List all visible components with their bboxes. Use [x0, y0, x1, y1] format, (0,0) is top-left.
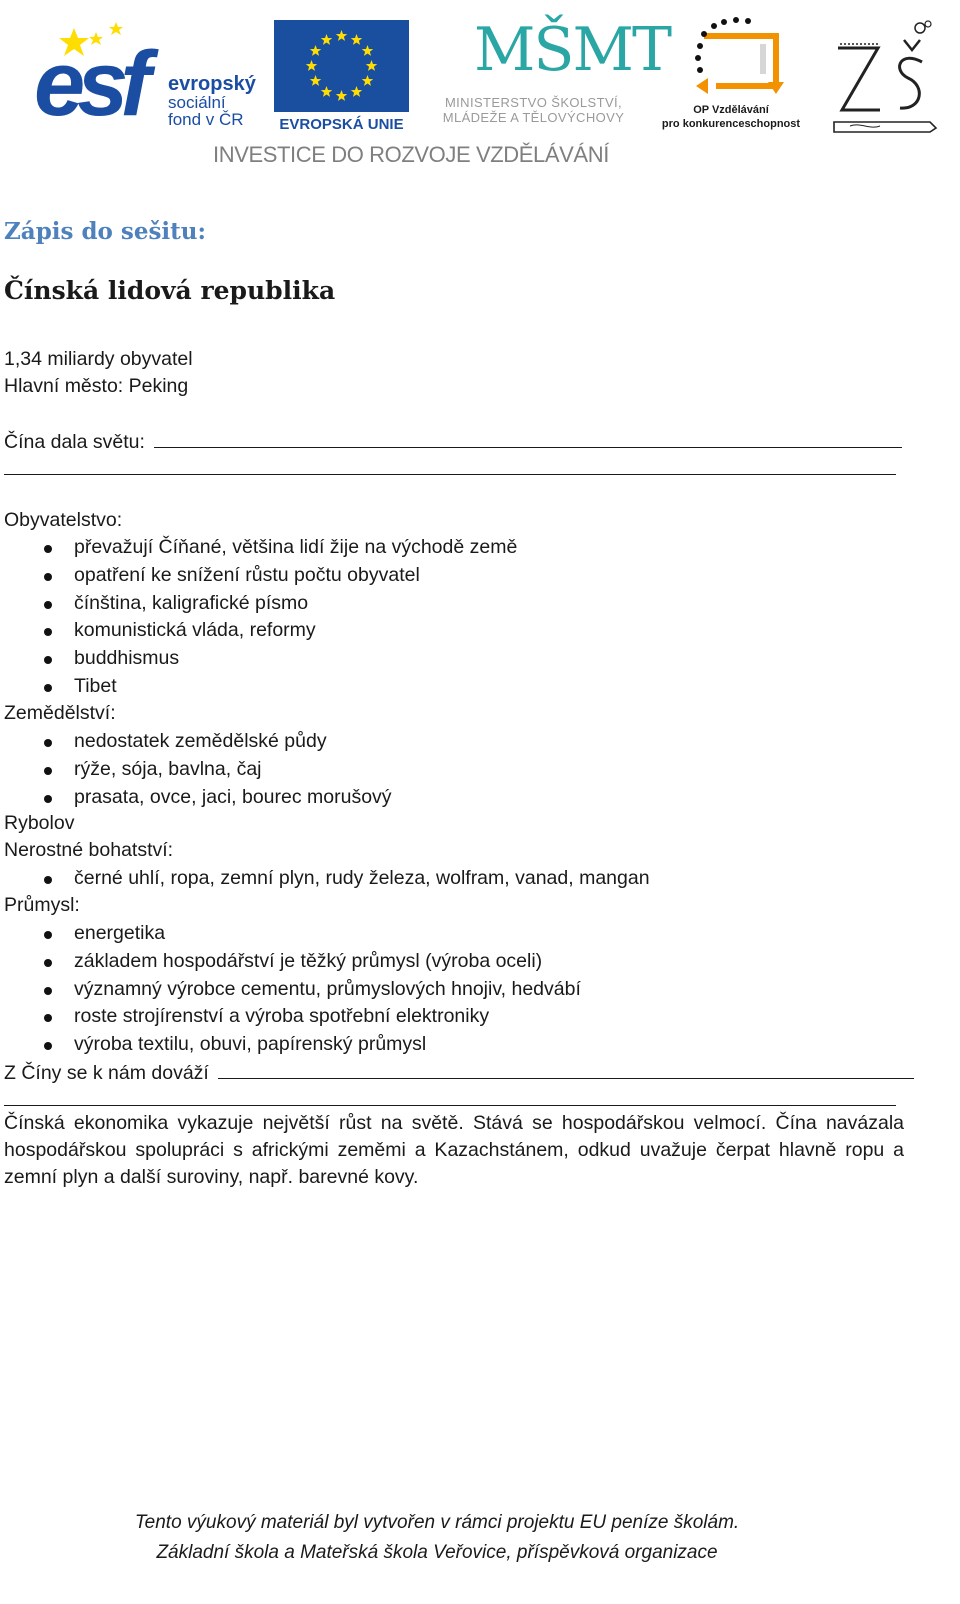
op-caption-line-2: pro konkurenceschopnost: [661, 117, 801, 130]
msmt-logo-icon: [416, 15, 670, 136]
list-item: opatření ke snížení růstu počtu obyvatel: [4, 562, 517, 590]
imports-line: [4, 1058, 914, 1087]
gave-world-label: Čína dala světu:: [4, 431, 145, 453]
zemedelstvi-list: [4, 728, 392, 811]
esf-logo-text: [168, 74, 256, 128]
school-logo-icon: [830, 18, 940, 136]
msmt-caption-line-1: MINISTERSTVO ŠKOLSTVÍ,: [444, 95, 623, 110]
imports-blank-line: [4, 1105, 896, 1106]
header-logo-strip: [30, 10, 940, 180]
footer-line-1: Tento výukový materiál byl vytvořen v rámci projektu EU peníze školám.: [134, 1512, 740, 1533]
list-item: Tibet: [4, 673, 517, 701]
msmt-caption: [416, 96, 651, 126]
list-item: výroba textilu, obuvi, papírenský průmysl: [4, 1031, 581, 1059]
imports-label: Z Číny se k nám dováží: [4, 1062, 209, 1084]
bullet-icon: [44, 795, 52, 803]
list-item: významný výrobce cementu, průmyslových hnojiv, hedvábí: [4, 976, 581, 1004]
nerostne-list: [4, 865, 650, 893]
eu-flag-icon: [274, 20, 409, 138]
prumysl-list: [4, 920, 581, 1059]
economy-paragraph: Čínská ekonomika vykazuje největší růst na světě. Stává se hospodářskou velmocí. Čína navázala hospodářskou spolupráci s africkými zeměmi a Kazachstánem, odkud uvažuje čerpat hlavně ropu a zemní plyn a další suroviny, např. barevné kovy.: [4, 1112, 904, 1188]
op-vk-logo-icon: [656, 16, 806, 136]
bullet-icon: [44, 684, 52, 692]
list-item: nedostatek zemědělské půdy: [4, 728, 392, 756]
rybolov-label: Rybolov: [4, 812, 75, 834]
bullet-icon: [44, 628, 52, 636]
list-item: černé uhlí, ropa, zemní plyn, rudy železa, wolfram, vanad, mangan: [4, 865, 650, 893]
esf-line-1: evropský: [168, 73, 256, 95]
section-heading: Zápis do sešitu:: [4, 218, 207, 245]
header-tagline: INVESTICE DO ROZVOJE VZDĚLÁVÁNÍ: [213, 142, 609, 167]
bullet-icon: [44, 545, 52, 553]
esf-logo-letters: esf: [34, 33, 143, 135]
bullet-icon: [44, 739, 52, 747]
msmt-caption-line-2: MLÁDEŽE A TĚLOVÝCHOVY: [442, 109, 625, 125]
list-item: čínština, kaligrafické písmo: [4, 590, 517, 618]
bullet-icon: [44, 767, 52, 775]
bullet-icon: [44, 573, 52, 581]
obyvatelstvo-label: Obyvatelstvo:: [4, 509, 123, 531]
list-item: roste strojírenství a výroba spotřební elektroniky: [4, 1003, 581, 1031]
op-caption: [656, 104, 806, 132]
list-item: komunistická vláda, reformy: [4, 617, 517, 645]
esf-logo-icon: [34, 18, 266, 135]
op-caption-line-1: OP Vzdělávání: [693, 104, 769, 116]
footer: [0, 1508, 874, 1568]
eu-caption: EVROPSKÁ UNIE: [279, 116, 404, 133]
esf-line-2: sociální: [168, 93, 226, 112]
list-item: rýže, sója, bavlna, čaj: [4, 756, 392, 784]
list-item: základem hospodářství je těžký průmysl (výroba oceli): [4, 948, 581, 976]
list-item: energetika: [4, 920, 581, 948]
bullet-icon: [44, 931, 52, 939]
bullet-icon: [44, 1042, 52, 1050]
bullet-icon: [44, 656, 52, 664]
esf-line-3: fond v ČR: [168, 110, 244, 129]
answer-blank-line: [4, 474, 896, 475]
msmt-logo-letters: MŠMT: [474, 15, 670, 85]
obyvatelstvo-list: [4, 534, 517, 701]
gave-world-line: [4, 427, 902, 456]
bullet-icon: [44, 876, 52, 884]
capital-line: Hlavní město: Peking: [4, 375, 189, 397]
population-line: 1,34 miliardy obyvatel: [4, 348, 193, 370]
list-item: převažují Číňané, většina lidí žije na východě země: [4, 534, 517, 562]
bullet-icon: [44, 1014, 52, 1022]
zemedelstvi-label: Zemědělství:: [4, 702, 116, 724]
footer-line-2: Základní škola a Mateřská škola Veřovice, příspěvková organizace: [156, 1542, 718, 1563]
bullet-icon: [44, 959, 52, 967]
bullet-icon: [44, 987, 52, 995]
bullet-icon: [44, 601, 52, 609]
nerostne-label: Nerostné bohatství:: [4, 839, 174, 861]
answer-blank: [154, 427, 902, 448]
imports-blank: [218, 1058, 914, 1079]
page-title: Čínská lidová republika: [4, 276, 336, 305]
list-item: prasata, ovce, jaci, bourec morušový: [4, 784, 392, 812]
list-item: buddhismus: [4, 645, 517, 673]
prumysl-label: Průmysl:: [4, 894, 80, 916]
